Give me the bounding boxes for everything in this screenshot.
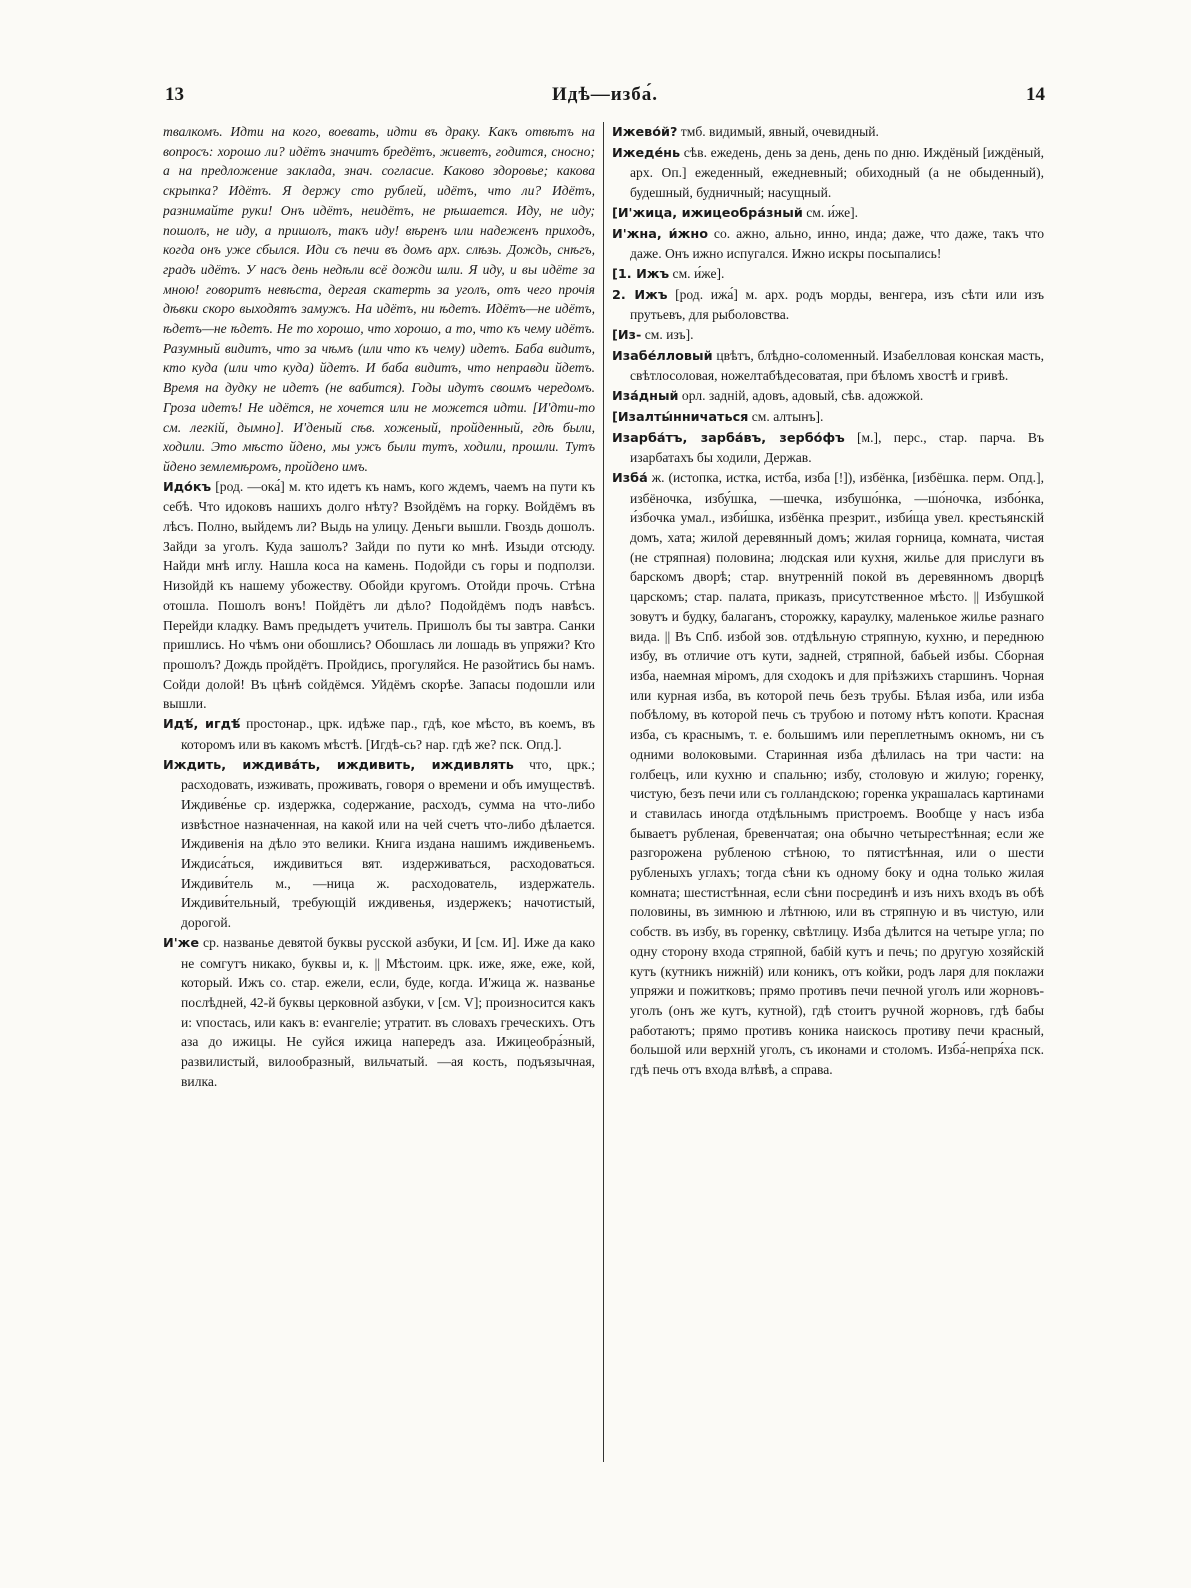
entry-headword: Иза́дный (612, 389, 679, 405)
entry-text: см. и́же]. (802, 204, 859, 220)
entry-text: орл. задній, адовъ, адовый, сѣв. адожжой. (678, 388, 924, 404)
entry-headword: [И'жица, ижицеобра́зный (612, 205, 803, 221)
entry-headword: [Из- (612, 328, 642, 344)
dictionary-entry (163, 755, 595, 933)
entry-text: со. ажно, ально, инно, инда; даже, что даже, такъ что даже. Онъ ижно испугался. Ижно искры посыпались! (630, 225, 1044, 262)
dictionary-entry (612, 407, 1044, 428)
dictionary-entry (612, 224, 1044, 264)
entry-text: тмб. видимый, явный, очевидный. (677, 124, 879, 139)
page-number-right: 14 (1026, 84, 1045, 105)
dictionary-entry (612, 264, 1044, 285)
entry-headword: Идо́къ (163, 479, 212, 495)
entry-headword: Ижево́й? (612, 125, 678, 140)
page-header (165, 84, 1045, 114)
page-number-left: 13 (165, 84, 184, 105)
entry-headword: Ижеде́нь (612, 145, 681, 161)
dictionary-entry (612, 346, 1044, 386)
dictionary-entry (163, 122, 595, 477)
dictionary-entry (612, 325, 1044, 346)
dictionary-entry (612, 122, 1044, 143)
dictionary-entry (612, 143, 1044, 203)
entry-headword: Иждить, иждива́ть, иждивить, иждивлять (163, 757, 514, 773)
dictionary-entry (163, 477, 595, 714)
entry-headword: Изабе́лловый (612, 348, 713, 364)
entry-headword: Изба́ (612, 470, 648, 486)
entry-text: см. изъ]. (641, 327, 694, 343)
entry-text: что, црк.; расходовать, изживать, проживать, говоря о времени и объ имуществѣ. Иждиве́нье ср. издержка, содержание, расходъ, сумма на что-либо извѣстное назначенная, на какой или на чей счетъ что-либо дѣлается. Иждивенія на дѣло это велики. Книга издана нашимъ иждивеньемъ. Иждиса́ться, иждивиться вят. издерживаться, расходоваться. Иждиви́тель м., —ница ж. расходователь, издержатель. Иждиви́тельный, требующій иждивенья, издержекъ; начотистый, дорогой. (181, 756, 595, 931)
entry-text: [род. —ока́] м. кто идетъ къ намъ, кого ждемъ, чаемъ на пути къ себѣ. Что идоковъ нашихъ долго нѣту? Взойдёмъ на горку. Войдёмъ въ лѣсъ. Полно, выйдемъ ли? Выдь на улицу. Деньги вышли. Гвоздь дошолъ. Зайди за уголъ. Куда зашолъ? Зайди по пути ко мнѣ. Изыди отсюду. Найди мнѣ иглу. Нашла коса на камень. Подойди съ горы и подползи. Низойдй къ нашему убожеству. Обойди кругомъ. Отойди прочь. Стѣна отошла. Пошолъ вонъ! Пойдётъ ли дѣло? Подойдёмъ подъ навѣсъ. Перейди кладку. Вамъ предыдетъ учитель. Пришолъ бы ты завтра. Санки пришлись. Но чѣмъ они обошлись? Обошлась ли лошадь въ упряжи? Кто прошолъ? Дождь пройдётъ. Пройдись, прогуляйся. Не разойтись бы намъ. Сойди долой! Въ цѣнѣ сойдёмся. Уйдёмъ скорѣе. Запасы подошли или вышли. (163, 478, 595, 712)
entry-headword: [Изалты́нничаться (612, 409, 749, 425)
entry-headword: 2. Ижъ (612, 287, 668, 303)
entry-text: см. алтынъ]. (748, 408, 824, 424)
entry-text: [род. ижа́] м. арх. родъ морды, венгера, изъ сѣти или изъ прутьевъ, для рыболовства. (630, 286, 1044, 323)
entry-headword: [1. Ижъ (612, 266, 670, 282)
entry-headword: И'же (163, 935, 200, 951)
entry-text: [м.], перс., стар. парча. Въ изарбатахъ бы ходили, Держав. (630, 429, 1044, 466)
entry-text: см. и́же]. (669, 265, 725, 281)
dictionary-entry (612, 285, 1044, 325)
entry-text: твалкомъ. Идти на кого, воевать, идти въ драку. Какъ отвѣтъ на вопросъ: хорошо ли? идётъ значитъ бредётъ, живетъ, годится, сносно; а на предложение заклада, знач. согласие. Каково здоровье; какова скрыпка? Идётъ. Я держу сто рублей, идётъ, что ли? Идётъ, разнимайте руки! Онъ идётъ, неидётъ, не рѣшается. Иду, не иду; пошолъ, не иду, а пришолъ, такъ иду! вѣренъ или надеженъ приходъ, когда онъ уже сбылся. Иди съ печи въ домъ арх. слѣзь. Дождь, снѣгъ, градъ идётъ. У насъ день недѣли всё дожди шли. Я иду, и вы идёте за мною! говоритъ невѣста, дергая скатерть за уголъ, отъ чего прочія дѣвки скоро выходятъ замужъ. На идётъ, ни ѣдетъ. Идётъ—не идётъ, ѣдетъ—не ѣдетъ. Не то хорошо, что хорошо, а то, что къ чему идётъ. Разумный видитъ, что за чѣмъ (или что къ чему) идетъ. Баба видитъ, кто куда (или что куда) йдетъ. И баба видитъ, что неправди йдетъ. Время на дудку не идетъ (не вабится). Годы идутъ своимъ чередомъ. Гроза идетъ! Не идётся, не хочется или не можется идти. [И'дти-то см. легкій, дымно]. И'деный сѣв. хоженый, пройденный, гдѣ были, ходили. Это мѣсто йдено, мы ужъ были тутъ, ходили, прошли. Тутъ йдено землемѣромъ, пройдено имъ. (163, 124, 595, 474)
dictionary-entry (612, 428, 1044, 468)
entry-text: ср. названье девятой буквы русской азбуки, И [см. И]. Иже да како не сомгутъ никако, буквы и, к. || Мѣстоим. црк. иже, яже, еже, кой, который. Ижъ со. стар. ежели, если, буде, когда. И'жица ж. названье послѣдней, 42-й буквы церковной азбуки, v [см. V]; произносится какъ и: vпостась, или какъ в: еvангеліе; утратит. въ словахъ греческихъ. Отъ аза до ижицы. Не суйся ижица напередъ аза. Ижицеобра́зный, развилистый, вилообразный, вильчатый. —ая кость, подъязычная, вилка. (181, 934, 595, 1089)
dictionary-entry (612, 468, 1044, 1080)
column-divider (603, 122, 604, 1462)
dictionary-entry (163, 933, 595, 1092)
entry-headword: И'жна, и́жно (612, 226, 709, 242)
entry-text: ж. (истопка, истка, истба, изба [!]), избёнка, [избёшка. перм. Опд.], избёночка, избу́шка, —шечка, избушо́нка, —шо́ночка, избо́нка, и́збочка умал., изби́шка, избёнка презрит., изби́ща увел. крестьянскій домъ, хата; жилой деревянный домъ; жилая горница, комната, чистая (не стряпная) половина; людская или кухня, жилье для прислуги въ барскомъ дворѣ; стар. внутренній покой въ деревянномъ дворцѣ царскомъ; стар. палата, приказъ, присутственное мѣсто. || Избушкой зовутъ и будку, балаганъ, сторожку, караулку, маленькое жилье разнаго вида. || Въ Спб. избой зов. отдѣльную стряпную, кухню, и переднюю избу, въ отличие отъ кути, задней, стряпной, бабьей избы. Сборная изба, наемная міромъ, для сходокъ и для пріѣзжихъ старшинъ. Чорная или курная изба, въ которой печь безъ трубы. Бѣлая изба, или изба побѣлому, въ которой печь съ трубою и потому нѣтъ копоти. Красная изба, съ краснымъ, т. е. большимъ или переплетнымъ окномъ, ни съ одними волоковыми. Старинная изба дѣлилась на три части: на голбецъ, или кухню и спальню; избу, столовую и жилую; горенку, чистую, безъ печи или съ голландскою; горенка украшалась картинами и ставилась иногда отдѣльнымъ пристроемъ. Вообще у насъ изба бываетъ рубленая, бревенчатая; она обычно четырестѣнная; если же разгорожена рубленою стѣною, то пятистѣнная, или о шести рубленыхъ углахъ; тогда сѣни къ одному боку и одна только жилая комната; шестистѣнная, если сѣни посрединѣ и изъ нихъ входъ въ обѣ половины, въ зимнюю и лѣтнюю, или въ стряпную и въ чистую, или собств. въ избу, въ горенку, свѣтлицу. Изба дѣлится на четыре угла; по одну сторону входа стряпной, бабій кутъ и печь; по другую хозяйскій кутъ (кутникъ нижній) или коникъ, отъ койки, родъ ларя для поклажи упряжи и пожитковъ; прямо противъ печи печной уголъ или жорновъ-уголъ (онъ же кутъ, кутной), гдѣ стоитъ ручной жорновъ, гдѣ бабы работаютъ; прямо противъ коника наискось противу печи красный, большой или верхній уголъ, съ иконами и столомъ. Изба́-непря́ха пск. гдѣ печь отъ входа влѣвѣ, а справа. (630, 469, 1044, 1078)
entry-text: простонар., црк. идѣже пар., гдѣ, кое мѣсто, въ коемъ, въ которомъ или въ какомъ мѣстѣ. [Игдѣ-сь? нар. гдѣ же? пск. Опд.]. (181, 716, 595, 752)
entry-text: сѣв. ежедень, день за день, день по дню. Иждёный [иждёный, арх. Оп.] ежеденный, ежедневный; обиходный (а не обыденный), будешный, будничный; насущный. (630, 144, 1044, 201)
running-head: Идѣ—изба́. (551, 84, 659, 105)
entry-headword: Идѣ́, игдѣ́ (163, 717, 241, 733)
dictionary-entry (163, 714, 595, 754)
left-column (163, 122, 595, 1462)
entry-headword: Изарба́тъ, зарба́въ, зербо́фъ (612, 430, 845, 446)
dictionary-entry (612, 386, 1044, 407)
dictionary-entry (612, 203, 1044, 224)
entry-text: цвѣтъ, блѣдно-соломенный. Изабелловая конская масть, свѣтлосоловая, ножелтабѣдесоватая, при бѣломъ хвостѣ и гривѣ. (630, 347, 1044, 384)
right-column (612, 122, 1044, 1462)
